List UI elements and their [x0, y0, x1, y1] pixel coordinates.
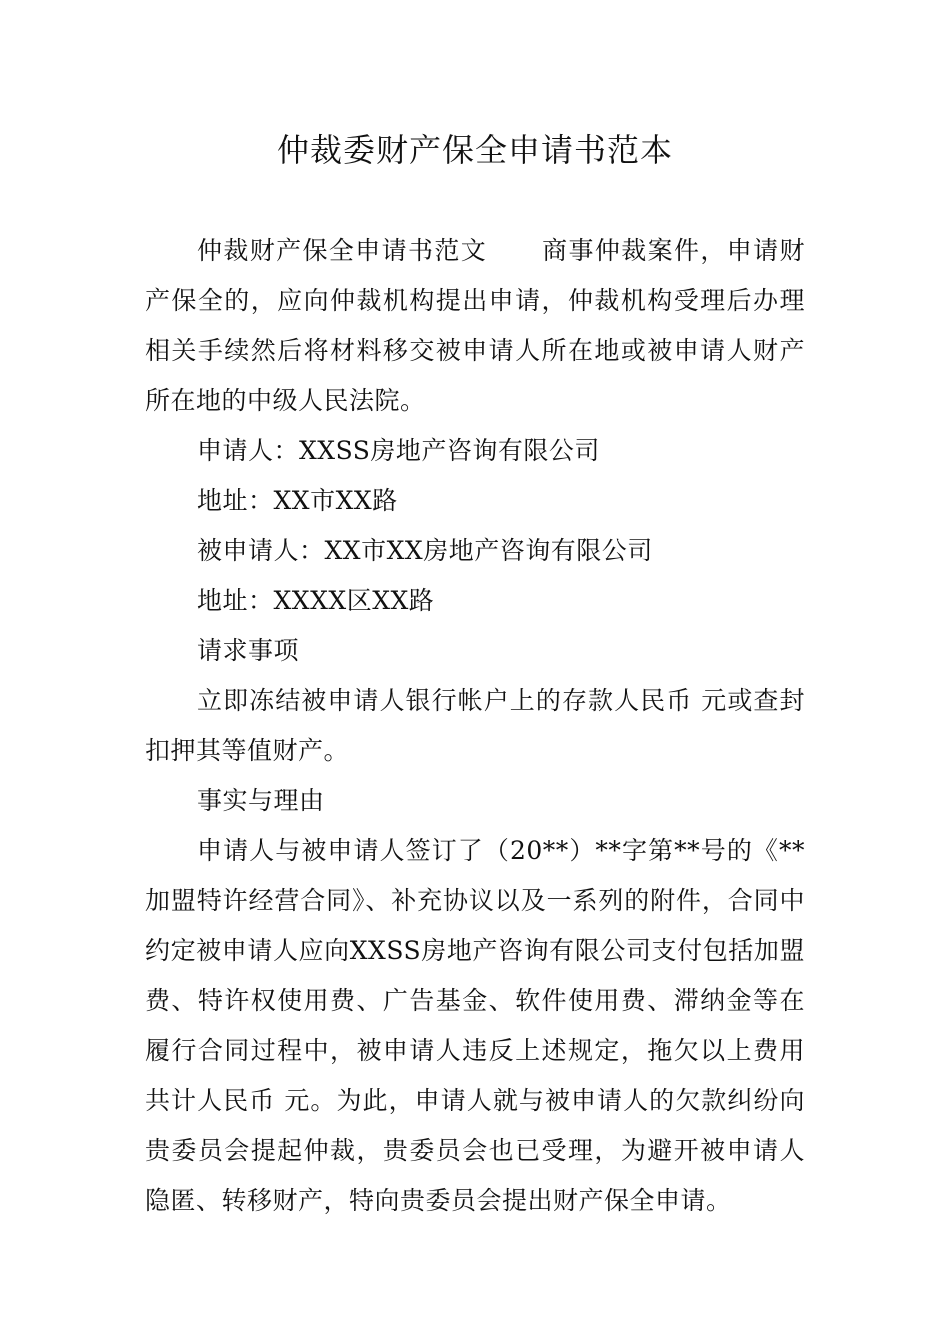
claims-heading: 请求事项 — [197, 636, 300, 665]
respondent-address-line: 地址：XXXX区XX路 — [197, 586, 435, 615]
intro-lead: 仲裁财产保全申请书范文 — [197, 236, 488, 265]
facts-paragraph: 申请人与被申请人签订了（20**）**字第**号的《**加盟特许经营合同》、补充协议以及一系列的附件，合同中约定被申请人应向XXSS房地产咨询有限公司支付包括加盟费、特许权使用费、广告基金、软件使用费、滞纳金等在履行合同过程中，被申请人违反上述规定，拖欠以上费用共计人民币 元。为此，申请人就与被申请人的欠款纠纷向贵委员会提起仲裁，贵委员会也已受理，为避开被申请人隐匿、转移财产，特向贵委员会提出财产保全申请。 — [145, 836, 805, 1215]
intro-paragraph — [145, 226, 805, 426]
applicant-address-line: 地址：XX市XX路 — [197, 486, 398, 515]
intro-rest: 商事仲裁案件，申请财产保全的，应向仲裁机构提出申请，仲裁机构受理后办理相关手续然后将材料移交被申请人所在地或被申请人财产所在地的中级人民法院。 — [145, 236, 805, 415]
document-body — [145, 226, 805, 1226]
claims-paragraph: 立即冻结被申请人银行帐户上的存款人民币 元或查封扣押其等值财产。 — [145, 686, 805, 765]
document-title: 仲裁委财产保全申请书范本 — [276, 131, 673, 169]
facts-heading: 事实与理由 — [197, 786, 325, 815]
respondent-line: 被申请人：XX市XX房地产咨询有限公司 — [197, 536, 653, 565]
applicant-line: 申请人：XXSS房地产咨询有限公司 — [197, 436, 600, 465]
